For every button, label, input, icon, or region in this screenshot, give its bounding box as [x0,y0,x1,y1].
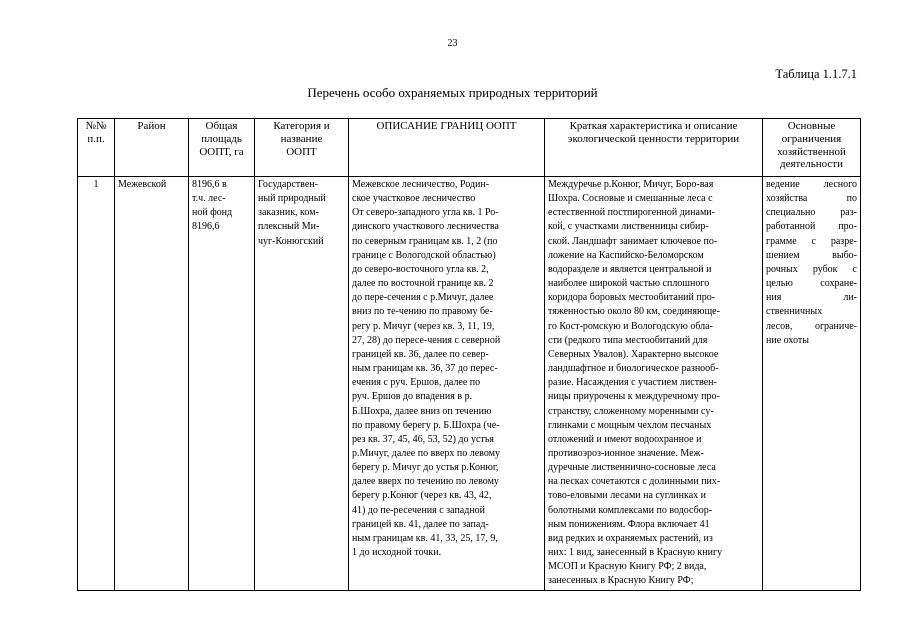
cell-line: т.ч. лес- [192,193,226,205]
cell-line: Шохра. Сосновые и смешанные леса с [548,193,713,205]
cell-line: ницы приурочены к междуречному про- [548,391,720,403]
cell-line: Краткая характеристика и описание [569,120,738,132]
cell-line: р.Мичуг, далее по вверх по левому [352,447,500,459]
cell-line: рез кв. 37, 45, 46, 53, 52) до устья [352,433,494,445]
row-category [255,177,349,591]
cell-line: ной фонд [192,207,233,219]
header-area [189,119,255,177]
cell-line: болотными комплексами по водосбор- [548,504,713,516]
cell-line: берегу р. Мичуг до устья р.Конюг, [352,462,499,474]
cell-line: чуг-Конюгский [258,235,324,247]
protected-areas-table [77,118,861,591]
cell-line: грамме с разре- [766,235,857,247]
cell-line: Общая [205,120,238,132]
table-row [78,177,861,591]
cell-line: Основные [787,120,836,132]
cell-line: го Кост-ромскую и Вологодскую обла- [548,320,713,332]
cell-line: ОПИСАНИЕ ГРАНИЦ ООПТ [376,120,517,132]
cell-line: ООПТ [286,145,317,158]
cell-line: ный природный [258,193,326,205]
header-district [115,119,189,177]
header-restrictions [763,119,861,177]
cell-line: заказник, ком- [258,207,319,219]
cell-line: Государствен- [258,179,318,190]
cell-line: 27, 28) до пересе-чения с северной [352,334,501,346]
cell-line: ведение лесного [766,179,857,190]
cell-line: работанной про- [766,221,857,233]
cell-line: специально раз- [766,207,857,219]
cell-line: до северо-восточного угла кв. 2, [352,263,489,275]
cell-line: по северным границам кв. 1, 2 (по [352,235,498,247]
cell-line: хозяйства по [766,193,857,205]
cell-line: плексный Ми- [258,221,320,233]
cell-line: Район [137,120,166,132]
cell-line: Б.Шохра, далее вниз оп течению [352,405,492,417]
cell-line: разие. Насаждения с участием листвен- [548,377,717,389]
cell-line: Категория и [273,120,330,132]
cell-line: деятельности [780,158,843,171]
cell-line: ской. Ландшафт занимает ключевое по- [548,235,718,247]
cell-line: естественной постпирогенной динами- [548,207,715,219]
cell-line: 41) до пе-ресечения с западной [352,504,486,516]
row-area [189,177,255,591]
cell-line: до пере-сечения с р.Мичуг, далее [352,292,494,304]
cell-line: границей кв. 36, далее по север- [352,348,489,360]
table-title: Перечень особо охраняемых природных территорий [307,85,598,100]
cell-line: Межевское лесничество, Родин- [352,179,490,190]
cell-line: по правому берегу р. Б.Шохра (че- [352,419,500,431]
cell-line: отложений и имеют водоохранное и [548,433,702,445]
cell-line: динского участкового лесничества [352,221,499,233]
cell-line: шением выбо- [766,249,857,261]
cell-line: ным понижениям. Флора включает 41 [548,518,710,530]
cell-line: кой, с участками лиственницы сибир- [548,221,709,233]
row-number: 1 [78,177,115,591]
cell-line: ния ли- [766,292,857,304]
cell-line: МСОП и Красную Книгу РФ; 2 вида, [548,561,707,573]
cell-line: п.п. [87,132,105,145]
cell-line: лесов, ограниче- [766,320,857,332]
cell-line: тово-еловыми лесами на суглинках и [548,490,707,502]
header-category [255,119,349,177]
cell-line: границе с Вологодской областью) [352,249,496,261]
cell-line: регу р. Мичуг (через кв. 3, 11, 19, [352,320,495,332]
cell-line: ечения с руч. Ершов, далее по [352,377,481,389]
cell-line: вид редких и охраняемых растений, из [548,532,713,544]
cell-line: далее по восточной границе кв. 2 [352,278,494,290]
row-description [545,177,763,591]
cell-line: ние охоты [766,334,809,346]
page-number: 23 [447,38,458,49]
cell-line: дуречные лиственнично-сосновые леса [548,462,716,474]
cell-line: ландшафтное и биологическое разнооб- [548,363,719,375]
cell-line: далее вверх по течению по левому [352,476,499,488]
cell-line: руч. Ершов до впадения в р. [352,391,473,403]
cell-line: ское участковое лесничество [352,193,476,205]
cell-line: Северных Увалов). Характерно высокое [548,348,719,360]
header-description [545,119,763,177]
cell-line: занесенных в Красную Книгу РФ; [548,575,694,587]
cell-line: ным границам кв. 41, 33, 25, 17, 9, [352,532,498,544]
table-label: Таблица 1.1.7.1 [775,67,857,81]
cell-line: целью сохране- [766,278,857,290]
cell-line: странству, сложенному моренными су- [548,405,714,417]
row-district: Межевской [115,177,189,591]
cell-line: ложение на Каспийско-Беломорском [548,249,704,261]
cell-line: вниз по те-чению по правому бе- [352,306,493,318]
header-boundaries [349,119,545,177]
cell-line: на песках сочетаются с долинными пих- [548,476,721,488]
cell-line: название [280,132,323,145]
cell-line: ным границам кв. 36, 37 до перес- [352,363,498,375]
cell-line: тяженностью около 80 км, соединяюще- [548,306,720,318]
header-row [78,119,861,177]
cell-line: них: 1 вид, занесенный в Красную книгу [548,547,723,559]
row-restrictions [763,177,861,591]
cell-line: хозяйственной [777,145,846,158]
cell-line: наиболее широкой частью сплошного [548,278,710,290]
cell-line: ограничения [781,132,842,145]
cell-line: 1 до исходной точки. [352,547,442,559]
cell-line: рочных рубок с [766,263,857,275]
header-number [78,119,115,177]
cell-line: противоэроз-ионное значение. Меж- [548,447,704,459]
cell-line: площадь [201,132,242,145]
cell-line: водоразделе и является центральной и [548,263,712,275]
cell-line: берегу р.Конюг (через кв. 43, 42, [352,490,492,502]
cell-line: коридора боровых местообитаний про- [548,292,716,304]
cell-line: глинками с мощным чехлом песчаных [548,419,712,431]
row-boundaries [349,177,545,591]
cell-line: 8196,6 в [192,179,227,190]
cell-line: сти (редкого типа местообитаний для [548,334,708,346]
cell-line: ООПТ, га [199,145,244,158]
cell-line: границей кв. 41, далее по запад- [352,518,489,530]
cell-line: От северо-западного угла кв. 1 Ро- [352,207,499,219]
cell-line: 8196,6 [192,221,220,233]
cell-line: экологической ценности территории [567,132,740,145]
cell-line: ственничных [766,306,823,318]
cell-line: №№ [85,120,107,132]
cell-line: Междуречье р.Конюг, Мичуг, Боро-вая [548,179,714,190]
